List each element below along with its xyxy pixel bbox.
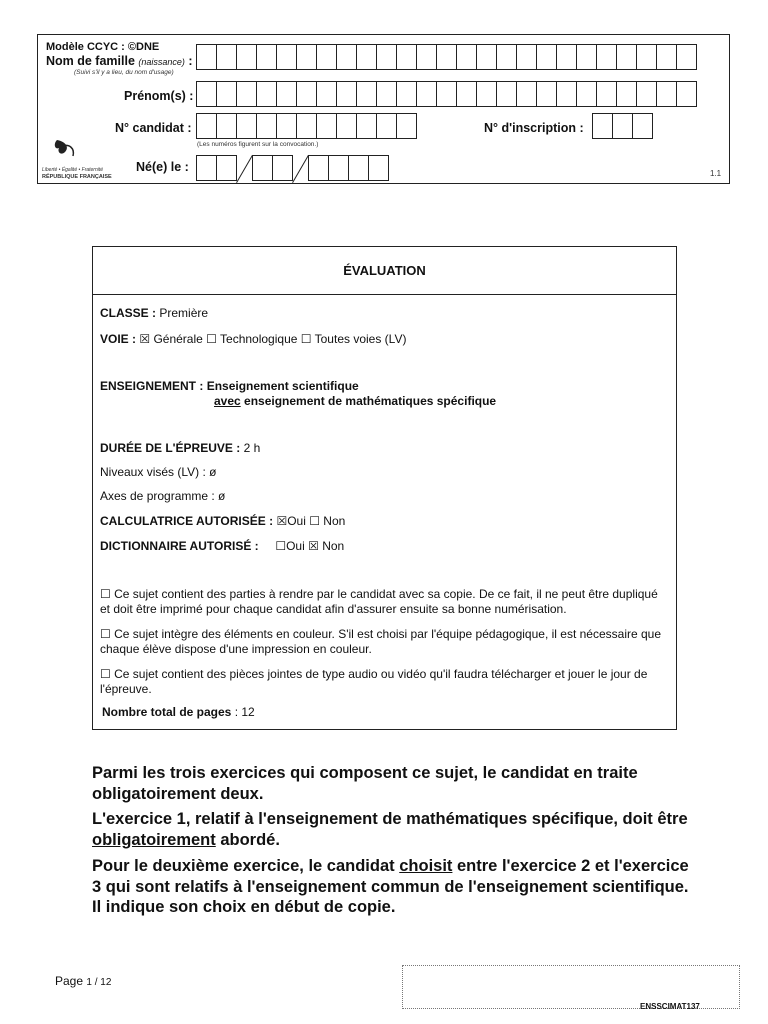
surname-label: Nom de famille (naissance) : [46, 54, 193, 68]
birthdate-cells[interactable] [197, 155, 389, 181]
axes-line: Axes de programme : ø [100, 489, 226, 503]
inscription-label: N° d'inscription : [484, 121, 584, 135]
republic-motto: Liberté • Égalité • Fraternité [42, 167, 104, 173]
page-number: Page 1 / 12 [55, 974, 112, 988]
note-parts-to-return: ☐ Ce sujet contient des parties à rendre par le candidat avec sa copie. De ce fait, il ne peut être dupliqué et doit être imprimé pour chaque candidat afin d'assurer ensuite sa bonne numérisation. [100, 587, 658, 616]
model-label: Modèle CCYC : ©DNE [46, 41, 160, 53]
candidate-cells[interactable] [197, 113, 417, 139]
republic-name: RÉPUBLIQUE FRANÇAISE [42, 174, 112, 180]
note-color: ☐ Ce sujet intègre des éléments en couleur. S'il est choisi par l'équipe pédagogique, il est nécessaire que chaque élève dispose d'une impression en couleur. [100, 627, 662, 656]
marianne-logo-icon [45, 138, 119, 166]
calculatrice-line: CALCULATRICE AUTORISÉE : ☒Oui ☐ Non [100, 514, 346, 528]
instruction-paragraph-3: Pour le deuxième exercice, le candidat choisit entre l'exercice 2 et l'exercice 3 qui sont relatifs à l'enseignement commun de l'enseignement scientifique. Il indique son choix en début de copie. [92, 857, 689, 916]
voie-line: VOIE : ☒ Générale ☐ Technologique ☐ Toutes voies (LV) [100, 332, 407, 346]
total-pages-line: Nombre total de pages : 12 [102, 705, 255, 719]
evaluation-box [92, 246, 677, 730]
enseignement-line: ENSEIGNEMENT : Enseignement scientifique [100, 379, 359, 393]
note-audio-video: ☐ Ce sujet contient des pièces jointes de type audio ou vidéo qu'il faudra télécharger et jouer le jour de l'épreuve. [100, 667, 648, 696]
dictionnaire-line: DICTIONNAIRE AUTORISÉ : ☐Oui ☒ Non [100, 539, 345, 553]
candidate-label: N° candidat : [115, 121, 192, 135]
firstname-label: Prénom(s) : [124, 89, 194, 103]
firstname-cells[interactable] [197, 81, 697, 107]
form-version: 1.1 [710, 169, 722, 178]
niveaux-line: Niveaux visés (LV) : ø [100, 465, 217, 479]
birth-label: Né(e) le : [136, 160, 189, 174]
instruction-paragraph-2: L'exercice 1, relatif à l'enseignement de mathématiques spécifique, doit être obligatoirement abordé. [92, 810, 688, 849]
subject-code: ENSSCIMAT137 [640, 1002, 700, 1011]
candidate-header [37, 34, 730, 184]
classe-line: CLASSE : Première [100, 306, 209, 320]
candidate-note: (Les numéros figurent sur la convocation.) [197, 141, 319, 148]
enseignement-line2: avec enseignement de mathématiques spécifique [214, 394, 497, 408]
inscription-cells[interactable] [593, 113, 653, 139]
surname-sublabel: (Suivi s'il y a lieu, du nom d'usage) [74, 69, 174, 76]
instruction-paragraph-1: Parmi les trois exercices qui composent ce sujet, le candidat en traite obligatoirement deux. [92, 764, 638, 803]
duree-line: DURÉE DE L'ÉPREUVE : 2 h [100, 441, 261, 455]
surname-cells[interactable] [197, 44, 697, 70]
evaluation-title: ÉVALUATION [93, 247, 676, 295]
